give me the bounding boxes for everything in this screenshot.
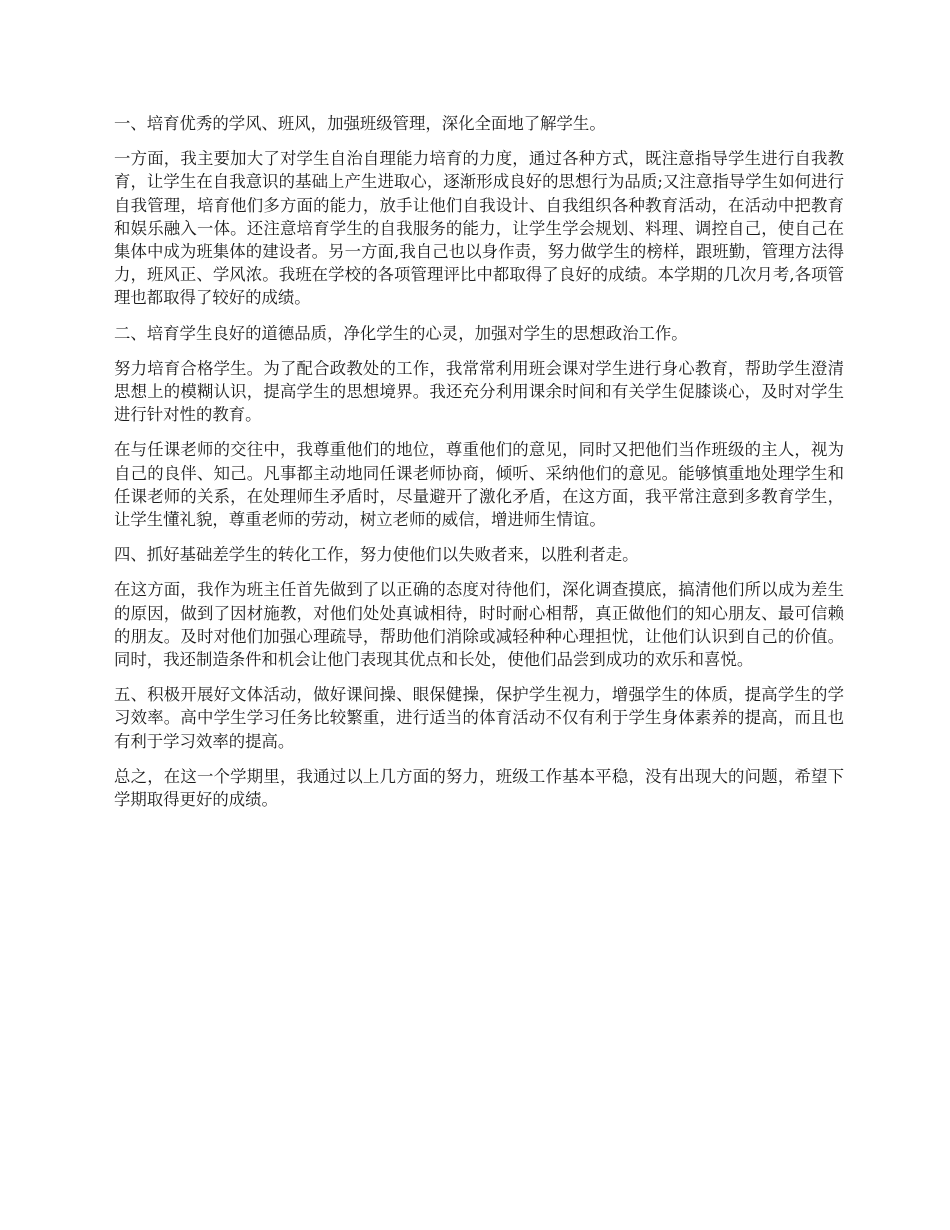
body-paragraph-4: 在这方面，我作为班主任首先做到了以正确的态度对待他们，深化调查摸底，搞清他们所以成为差生的原因，做到了因材施教，对他们处处真诚相待，时时耐心相帮，真正做他们的知心朋友、最可信赖的朋友。及时对他们加强心理疏导，帮助他们消除或减轻种种心理担忧，让他们认识到自己的价值。同时，我还制造条件和机会让他门表现其优点和长处，使他们品尝到成功的欢乐和喜悦。: [114, 580, 844, 670]
section-heading-4: 四、抓好基础差学生的转化工作，努力使他们以失败者来，以胜利者走。: [114, 545, 639, 565]
section-heading-2: 二、培育学生良好的道德品质，净化学生的心灵，加强对学生的思想政治工作。: [114, 323, 688, 343]
document-body: [114, 112, 844, 823]
body-paragraph-2: 努力培育合格学生。为了配合政教处的工作，我常常利用班会课对学生进行身心教育，帮助学生澄清思想上的模糊认识，提高学生的思想境界。我还充分利用课余时间和有关学生促膝谈心，及时对学生进行针对性的教育。: [114, 358, 844, 425]
section-heading-1: 一、培育优秀的学风、班风，加强班级管理，深化全面地了解学生。: [114, 114, 606, 133]
body-paragraph-1: 一方面，我主要加大了对学生自治自理能力培育的力度，通过各种方式，既注意指导学生进行自我教育，让学生在自我意识的基础上产生进取心，逐渐形成良好的思想行为品质;又注意指导学生如何进行自我管理，培育他们多方面的能力，放手让他们自我设计、自我组织各种教育活动，在活动中把教育和娱乐融入一体。还注意培育学生的自我服务的能力，让学生学会规划、料理、调控自己，使自己在集体中成为班集体的建设者。另一方面,我自己也以身作责，努力做学生的榜样，跟班勤，管理方法得力，班风正、学风浓。我班在学校的各项管理评比中都取得了良好的成绩。本学期的几次月考,各项管理也都取得了较好的成绩。: [114, 149, 844, 308]
body-paragraph-3: 在与任课老师的交往中，我尊重他们的地位，尊重他们的意见，同时又把他们当作班级的主人，视为自己的良伴、知己。凡事都主动地同任课老师协商，倾听、采纳他们的意见。能够慎重地处理学生和任课老师的关系，在处理师生矛盾时，尽量避开了激化矛盾，在这方面，我平常注意到多教育学生，让学生懂礼貌，尊重老师的劳动，树立老师的威信，增进师生情谊。: [114, 440, 844, 530]
section-paragraph-5: 五、积极开展好文体活动，做好课间操、眼保健操，保护学生视力，增强学生的体质，提高学生的学习效率。高中学生学习任务比较繁重，进行适当的体育活动不仅有利于学生身体素养的提高，而且也有利于学习效率的提高。: [114, 685, 844, 751]
conclusion-paragraph: 总之，在这一个学期里，我通过以上几方面的努力，班级工作基本平稳，没有出现大的问题，希望下学期取得更好的成绩。: [114, 766, 844, 810]
